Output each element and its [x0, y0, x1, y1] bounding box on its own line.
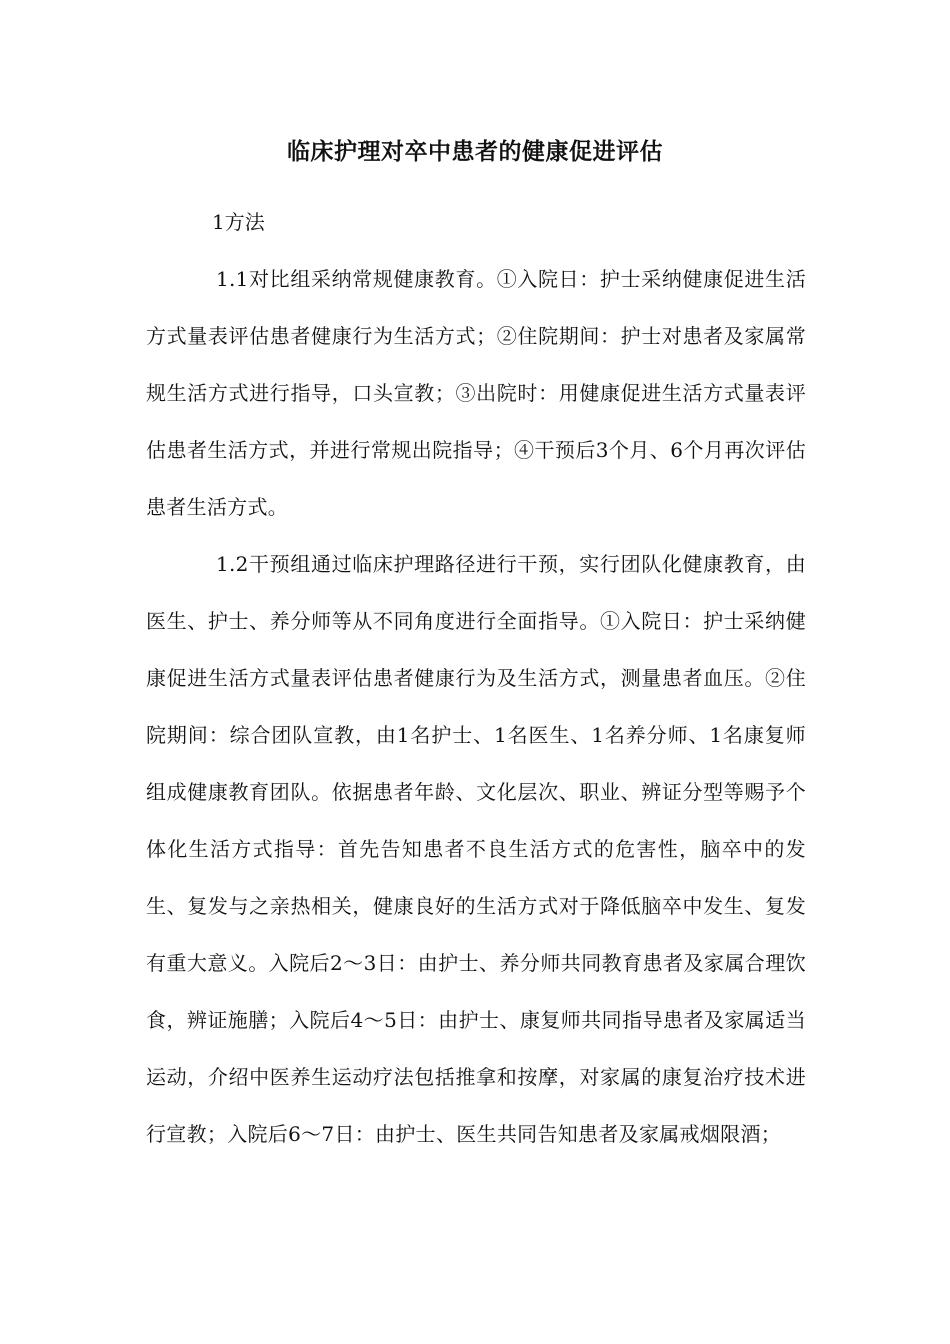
paragraph-1-1: 1.1对比组采纳常规健康教育。①入院日：护士采纳健康促进生活方式量表评估患者健康行为生活方式；②住院期间：护士对患者及家属常规生活方式进行指导，口头宣教；③出院时：用健康促进生活方式量表评估患者生活方式，并进行常规出院指导；④干预后3个月、6个月再次评估患者生活方式。: [146, 267, 806, 519]
paragraph-1-2: 1.2干预组通过临床护理路径进行干预，实行团队化健康教育，由医生、护士、养分师等从不同角度进行全面指导。①入院日：护士采纳健康促进生活方式量表评估患者健康行为及生活方式，测量患者血压。②住院期间：综合团队宣教，由1名护士、1名医生、1名养分师、1名康复师组成健康教育团队。依据患者年龄、文化层次、职业、辨证分型等赐予个体化生活方式指导：首先告知患者不良生活方式的危害性，脑卒中的发生、复发与之亲热相关，健康良好的生活方式对于降低脑卒中发生、复发有重大意义。入院后2～3日：由护士、养分师共同教育患者及家属合理饮食，辨证施膳；入院后4～5日：由护士、康复师共同指导患者及家属适当运动，介绍中医养生运动疗法包括推拿和按摩，对家属的康复治疗技术进行宣教；入院后6～7日：由护士、医生共同告知患者及家属戒烟限酒；: [146, 552, 806, 1146]
document-title: 临床护理对卒中患者的健康促进评估: [287, 139, 663, 165]
section-heading: 1方法: [212, 210, 265, 234]
